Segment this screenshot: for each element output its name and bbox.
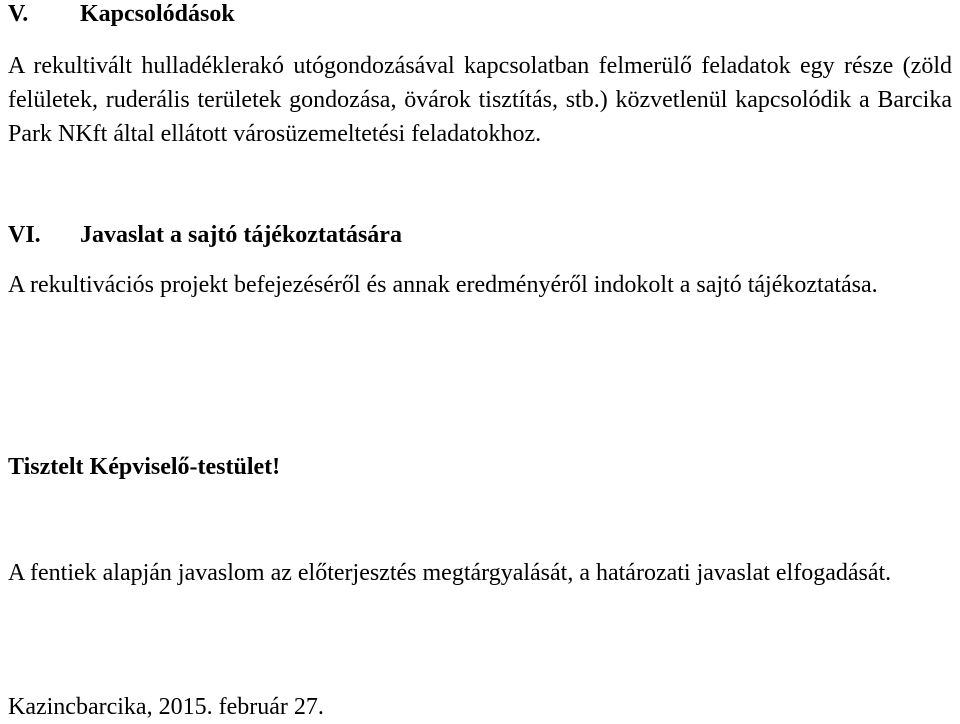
section-title: Javaslat a sajtó tájékoztatására: [80, 222, 402, 248]
place-date-line: Kazincbarcika, 2015. február 27.: [8, 694, 324, 720]
section-heading-v: [8, 0, 235, 31]
section-v-paragraph: A rekultivált hulladéklerakó utógondozásával kapcsolatban felmerülő feladatok egy része (zöld felületek, ruderális területek gondozása, övárok tisztítás, stb.) közvetlenül kapcsolódik a Barcika Park NKft által ellátott városüzemeltetési feladatokhoz.: [8, 53, 952, 147]
section-vi-paragraph: A rekultivációs projekt befejezéséről és annak eredményéről indokolt a sajtó tájékoztatása.: [8, 272, 878, 298]
salutation: Tisztelt Képviselő-testület!: [8, 454, 281, 480]
closing-paragraph: A fentiek alapján javaslom az előterjesztés megtárgyalását, a határozati javaslat elfogadását.: [8, 560, 892, 586]
section-number: VI.: [8, 222, 41, 248]
section-number: V.: [8, 1, 29, 27]
section-heading-vi: [8, 218, 402, 252]
section-title: Kapcsolódások: [80, 1, 235, 27]
